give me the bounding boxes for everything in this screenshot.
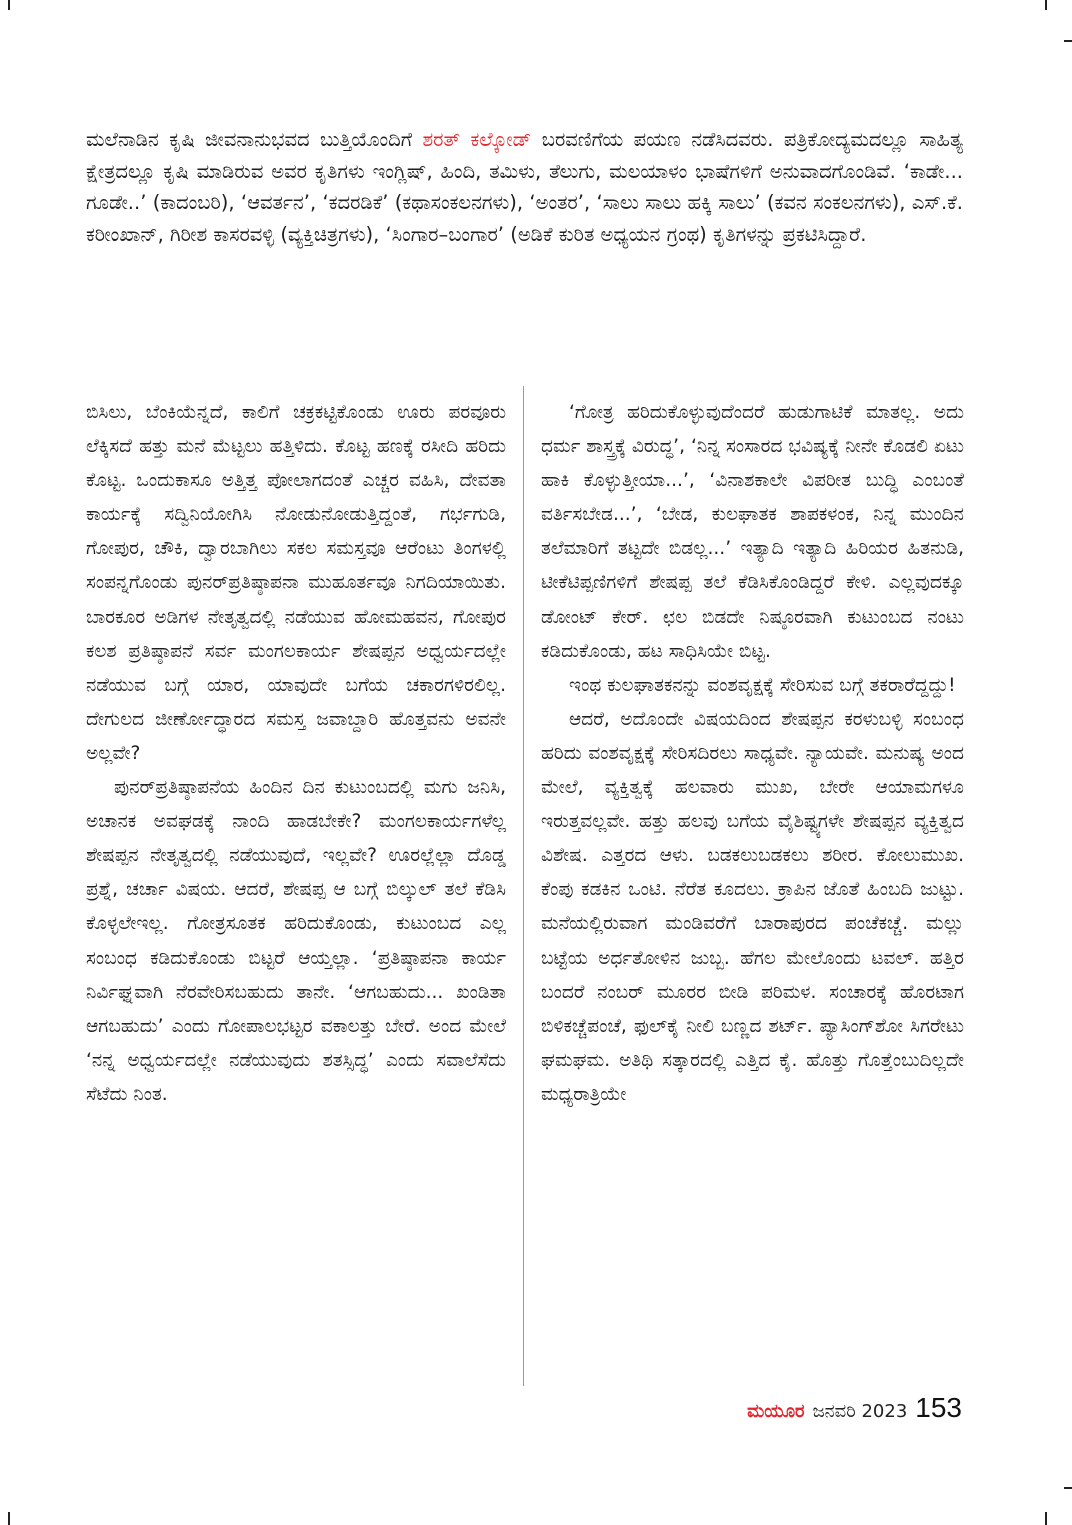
- crop-mark-top-right: [1045, 0, 1047, 10]
- bio-text-start: ಮಲೆನಾಡಿನ ಕೃಷಿ ಜೀವನಾನುಭವದ ಬುತ್ತಿಯೊಂದಿಗೆ: [86, 128, 423, 151]
- author-bio: [86, 124, 963, 250]
- paragraph: ಬಿಸಿಲು, ಬೆಂಕಿಯೆನ್ನದೆ, ಕಾಲಿಗೆ ಚಕ್ರಕಟ್ಟಿಕೊಂಡು ಊರು ಪರವೂರು ಲೆಕ್ಕಿಸದೆ ಹತ್ತು ಮನೆ ಮೆಟ್ಟಲು ಹತ್ತಿಳಿದು. ಕೊಟ್ಟ ಹಣಕ್ಕೆ ರಸೀದಿ ಹರಿದು ಕೊಟ್ಟ. ಒಂದುಕಾಸೂ ಅತ್ತಿತ್ತ ಪೋಲಾಗದಂತೆ ಎಚ್ಚರ ವಹಿಸಿ, ದೇವತಾ ಕಾರ್ಯಕ್ಕೆ ಸದ್ವಿನಿಯೋಗಿಸಿ ನೋಡುನೋಡುತ್ತಿದ್ದಂತೆ, ಗರ್ಭಗುಡಿ, ಗೋಪುರ, ಚೌಕಿ, ದ್ವಾರಬಾಗಿಲು ಸಕಲ ಸಮಸ್ತವೂ ಆರೆಂಟು ತಿಂಗಳಲ್ಲಿ ಸಂಪನ್ನಗೊಂಡು ಪುನರ್‌ಪ್ರತಿಷ್ಠಾಪನಾ ಮುಹೂರ್ತವೂ ನಿಗದಿಯಾಯಿತು. ಬಾರಕೂರ ಅಡಿಗಳ ನೇತೃತ್ವದಲ್ಲಿ ನಡೆಯುವ ಹೋಮಹವನ, ಗೋಪುರ ಕಲಶ ಪ್ರತಿಷ್ಠಾಪನೆ ಸರ್ವ ಮಂಗಲಕಾರ್ಯ ಶೇಷಪ್ಪನ ಅಧ್ವರ್ಯದಲ್ಲೇ ನಡೆಯುವ ಬಗ್ಗೆ ಯಾರ, ಯಾವುದೇ ಬಗೆಯ ಚಕಾರಗಳಿರಲಿಲ್ಲ. ದೇಗುಲದ ಜೀರ್ಣೋದ್ಧಾರದ ಸಮಸ್ತ ಜವಾಬ್ದಾರಿ ಹೊತ್ತವನು ಅವನೇ ಅಲ್ಲವೇ?: [86, 402, 506, 764]
- crop-mark-right-bottom: [1064, 1487, 1072, 1489]
- right-column: [541, 396, 964, 1112]
- paragraph: ಇಂಥ ಕುಲಘಾತಕನನ್ನು ವಂಶವೃಕ್ಷಕ್ಕೆ ಸೇರಿಸುವ ಬಗ್ಗೆ ತಕರಾರೆದ್ದದ್ದು!: [569, 674, 956, 696]
- column-divider: [523, 386, 524, 1386]
- crop-mark-top-left: [8, 0, 10, 10]
- page-footer: [747, 1392, 962, 1424]
- page-number: 153: [915, 1392, 962, 1423]
- crop-mark-bottom-left: [8, 1512, 10, 1525]
- left-column: [86, 396, 506, 1112]
- author-name: ಶರತ್ ಕಲ್ಕೋಡ್: [422, 128, 532, 151]
- paragraph: ಪುನರ್‌ಪ್ರತಿಷ್ಠಾಪನೆಯ ಹಿಂದಿನ ದಿನ ಕುಟುಂಬದಲ್ಲಿ ಮಗು ಜನಿಸಿ, ಅಚಾನಕ ಅವಘಡಕ್ಕೆ ನಾಂದಿ ಹಾಡಬೇಕೇ? ಮಂಗಲಕಾರ್ಯಗಳೆಲ್ಲ ಶೇಷಪ್ಪನ ನೇತೃತ್ವದಲ್ಲಿ ನಡೆಯುವುದೆ, ಇಲ್ಲವೇ? ಊರಲ್ಲೆಲ್ಲಾ ದೊಡ್ಡ ಪ್ರಶ್ನೆ, ಚರ್ಚಾ ವಿಷಯ. ಆದರೆ, ಶೇಷಪ್ಪ ಆ ಬಗ್ಗೆ ಬಿಲ್ಕುಲ್ ತಲೆ ಕೆಡಿಸಿ ಕೊಳ್ಳಲೇಇಲ್ಲ. ಗೋತ್ರಸೂತಕ ಹರಿದುಕೊಂಡು, ಕುಟುಂಬದ ಎಲ್ಲ ಸಂಬಂಧ ಕಡಿದುಕೊಂಡು ಬಿಟ್ಟರೆ ಆಯ್ತಲ್ಲಾ. ‘ಪ್ರತಿಷ್ಠಾಪನಾ ಕಾರ್ಯ ನಿರ್ವಿಘ್ನವಾಗಿ ನೆರವೇರಿಸಬಹುದು ತಾನೇ. ‘ಆಗಬಹುದು... ಖಂಡಿತಾ ಆಗಬಹುದು’ ಎಂದು ಗೋಪಾಲಭಟ್ಟರ ವಕಾಲತ್ತು ಬೇರೆ. ಅಂದ ಮೇಲೆ ‘ನನ್ನ ಅಧ್ವರ್ಯದಲ್ಲೇ ನಡೆಯುವುದು ಶತಸ್ಸಿದ್ಧ’ ಎಂದು ಸವಾಲೆಸೆದು ಸೆಟೆದು ನಿಂತ.: [86, 777, 506, 1105]
- paragraph: ‘ಗೋತ್ರ ಹರಿದುಕೊಳ್ಳುವುದೆಂದರೆ ಹುಡುಗಾಟಿಕೆ ಮಾತಲ್ಲ. ಅದು ಧರ್ಮ ಶಾಸ್ತ್ರಕ್ಕೆ ವಿರುದ್ಧ’, ‘ನಿನ್ನ ಸಂಸಾರದ ಭವಿಷ್ಯಕ್ಕೆ ನೀನೇ ಕೊಡಲಿ ಏಟು ಹಾಕಿ ಕೊಳ್ಳುತ್ತೀಯಾ...’, ‘ವಿನಾಶಕಾಲೇ ವಿಪರೀತ ಬುದ್ಧಿ ಎಂಬಂತೆ ವರ್ತಿಸಬೇಡ...’, ‘ಬೇಡ, ಕುಲಘಾತಕ ಶಾಪಕಳಂಕ, ನಿನ್ನ ಮುಂದಿನ ತಲೆಮಾರಿಗೆ ತಟ್ಟದೇ ಬಿಡಲ್ಲ...’ ಇತ್ಯಾದಿ ಇತ್ಯಾದಿ ಹಿರಿಯರ ಹಿತನುಡಿ, ಟೀಕೆಟಿಪ್ಪಣಿಗಳಿಗೆ ಶೇಷಪ್ಪ ತಲೆ ಕೆಡಿಸಿಕೊಂಡಿದ್ದರೆ ಕೇಳಿ. ಎಲ್ಲವುದಕ್ಕೂ ಡೋಂಟ್ ಕೇರ್. ಛಲ ಬಿಡದೇ ನಿಷ್ಠೂರವಾಗಿ ಕುಟುಂಬದ ನಂಟು ಕಡಿದುಕೊಂಡು, ಹಟ ಸಾಧಿಸಿಯೇ ಬಿಟ್ಟ.: [541, 402, 964, 662]
- magazine-logo: ಮಯೂರ: [747, 1401, 805, 1422]
- paragraph: ಆದರೆ, ಅದೊಂದೇ ವಿಷಯದಿಂದ ಶೇಷಪ್ಪನ ಕರಳುಬಳ್ಳಿ ಸಂಬಂಧ ಹರಿದು ವಂಶವೃಕ್ಷಕ್ಕೆ ಸೇರಿಸದಿರಲು ಸಾಧ್ಯವೇ. ನ್ಯಾಯವೇ. ಮನುಷ್ಯ ಅಂದ ಮೇಲೆ, ವ್ಯಕ್ತಿತ್ವಕ್ಕೆ ಹಲವಾರು ಮುಖ, ಬೇರೇ ಆಯಾಮಗಳೂ ಇರುತ್ತವಲ್ಲವೇ. ಹತ್ತು ಹಲವು ಬಗೆಯ ವೈಶಿಷ್ಟ್ಯಗಳೇ ಶೇಷಪ್ಪನ ವ್ಯಕ್ತಿತ್ವದ ವಿಶೇಷ. ಎತ್ತರದ ಆಳು. ಬಡಕಲುಬಡಕಲು ಶರೀರ. ಕೋಲುಮುಖ. ಕೆಂಪು ಕಡಕಿನ ಒಂಟಿ. ನೆರೆತ ಕೂದಲು. ಕ್ರಾಪಿನ ಜೊತೆ ಹಿಂಬದಿ ಜುಟ್ಟು. ಮನೆಯಲ್ಲಿರುವಾಗ ಮಂಡಿವರೆಗೆ ಬಾರಾಪುರದ ಪಂಚೆಕಚ್ಚೆ. ಮಲ್ಲು ಬಟ್ಟೆಯ ಅರ್ಧತೋಳಿನ ಜುಬ್ಬ. ಹೆಗಲ ಮೇಲೊಂದು ಟವಲ್. ಹತ್ತಿರ ಬಂದರೆ ನಂಬರ್ ಮೂರರ ಬೀಡಿ ಪರಿಮಳ. ಸಂಚಾರಕ್ಕೆ ಹೊರಟಾಗ ಬಿಳಿಕಚ್ಚೆಪಂಚೆ, ಫುಲ್‌ಕೈ ನೀಲಿ ಬಣ್ಣದ ಶರ್ಟ್. ಪ್ಯಾಸಿಂಗ್‌ಶೋ ಸಿಗರೇಟು ಘಮಘಮ. ಅತಿಥಿ ಸತ್ಕಾರದಲ್ಲಿ ಎತ್ತಿದ ಕೈ. ಹೊತ್ತು ಗೊತ್ತೆಂಬುದಿಲ್ಲದೇ ಮಧ್ಯರಾತ್ರಿಯೇ: [541, 708, 964, 1105]
- bio-text-rest: ಬರವಣಿಗೆಯ ಪಯಣ ನಡೆಸಿದವರು. ಪತ್ರಿಕೋದ್ಯಮದಲ್ಲೂ ಸಾಹಿತ್ಯ ಕ್ಷೇತ್ರದಲ್ಲೂ ಕೃಷಿ ಮಾಡಿರುವ ಅವರ ಕೃತಿಗಳು ಇಂಗ್ಲಿಷ್, ಹಿಂದಿ, ತಮಿಳು, ತೆಲುಗು, ಮಲಯಾಳಂ ಭಾಷೆಗಳಿಗೆ ಅನುವಾದಗೊಂಡಿವೆ. ‘ಕಾಡೇ... ಗೂಡೇ..’ (ಕಾದಂಬರಿ), ‘ಆವರ್ತನ’, ‘ಕದರಡಿಕೆ’ (ಕಥಾಸಂಕಲನಗಳು), ‘ಅಂತರ’, ‘ಸಾಲು ಸಾಲು ಹಕ್ಕಿ ಸಾಲು’ (ಕವನ ಸಂಕಲನಗಳು), ಎಸ್.ಕೆ. ಕರೀಂಖಾನ್, ಗಿರೀಶ ಕಾಸರವಳ್ಳಿ (ವ್ಯಕ್ತಿಚಿತ್ರಗಳು), ‘ಸಿಂಗಾರ–ಬಂಗಾರ’ (ಅಡಿಕೆ ಕುರಿತ ಅಧ್ಯಯನ ಗ್ರಂಥ) ಕೃತಿಗಳನ್ನು ಪ್ರಕಟಿಸಿದ್ದಾರೆ.: [86, 128, 963, 246]
- crop-mark-right-top: [1064, 40, 1072, 42]
- issue-date: ಜನವರಿ 2023: [812, 1401, 908, 1422]
- crop-mark-bottom-right: [1045, 1512, 1047, 1525]
